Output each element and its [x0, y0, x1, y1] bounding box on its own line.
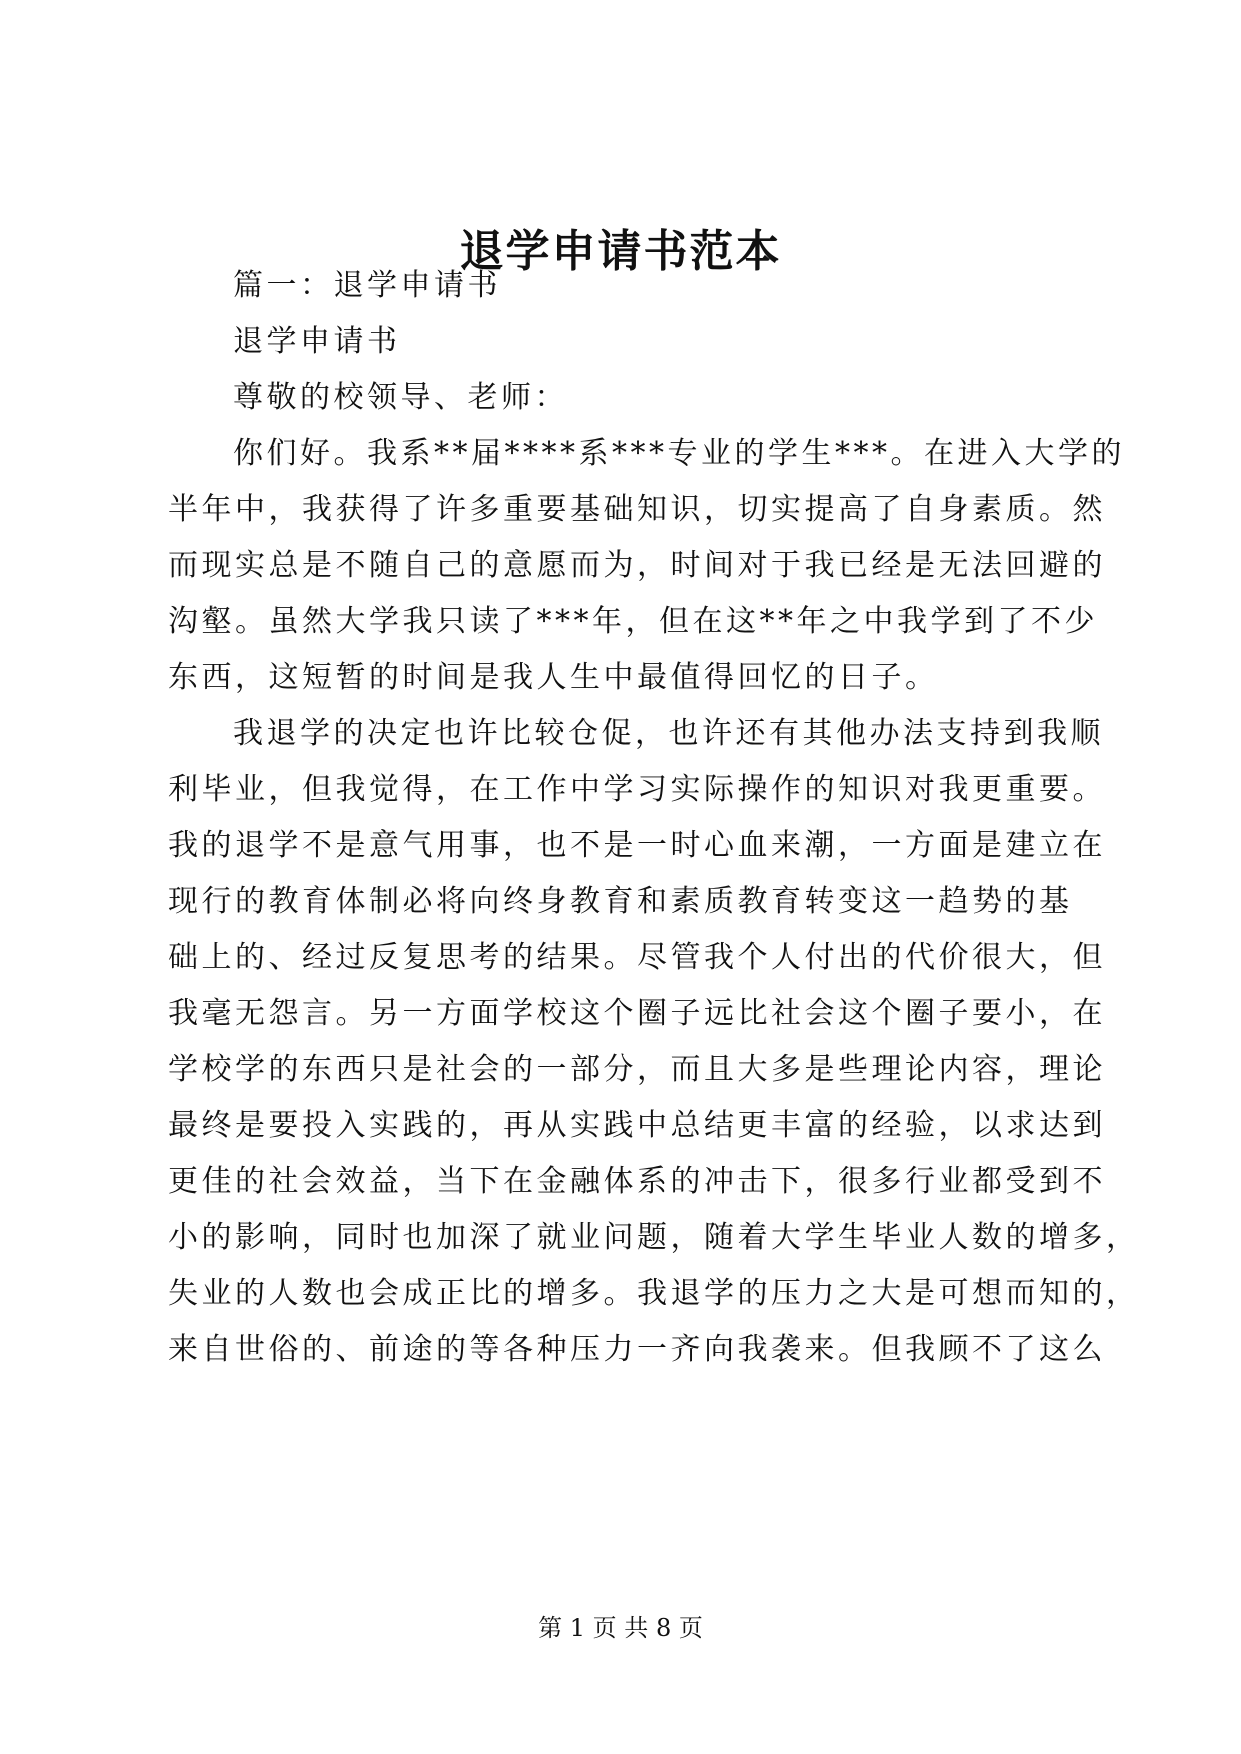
body-line: 东西，这短暂的时间是我人生中最值得回忆的日子。: [168, 660, 939, 695]
body-line: 沟壑。虽然大学我只读了***年，但在这**年之中我学到了不少: [168, 604, 1098, 639]
body-line: 你们好。我系**届****系***专业的学生***。在进入大学的: [233, 436, 1125, 471]
letter-heading: 退学申请书: [233, 324, 401, 359]
body-line: 半年中，我获得了许多重要基础知识，切实提高了自身素质。然: [168, 492, 1106, 527]
body-line: 最终是要投入实践的，再从实践中总结更丰富的经验，以求达到: [168, 1108, 1106, 1143]
body-line: 失业的人数也会成正比的增多。我退学的压力之大是可想而知的，: [168, 1276, 1140, 1311]
section-heading: 篇一：退学申请书: [233, 268, 501, 303]
document-title: 退学申请书范本: [459, 226, 782, 277]
body-line: 利毕业，但我觉得，在工作中学习实际操作的知识对我更重要。: [168, 772, 1106, 807]
salutation: 尊敬的校领导、老师：: [233, 380, 568, 415]
body-line: 础上的、经过反复思考的结果。尽管我个人付出的代价很大，但: [168, 940, 1106, 975]
body-line: 小的影响，同时也加深了就业问题，随着大学生毕业人数的增多，: [168, 1220, 1140, 1255]
body-line: 我毫无怨言。另一方面学校这个圈子远比社会这个圈子要小，在: [168, 996, 1106, 1031]
body-line: 来自世俗的、前途的等各种压力一齐向我袭来。但我顾不了这么: [168, 1332, 1106, 1367]
body-line: 现行的教育体制必将向终身教育和素质教育转变这一趋势的基: [168, 884, 1073, 919]
page-number-footer: 第 1 页 共 8 页: [538, 1614, 703, 1642]
body-line: 而现实总是不随自己的意愿而为，时间对于我已经是无法回避的: [168, 548, 1106, 583]
body-line: 我的退学不是意气用事，也不是一时心血来潮，一方面是建立在: [168, 828, 1106, 863]
body-line: 学校学的东西只是社会的一部分，而且大多是些理论内容，理论: [168, 1052, 1106, 1087]
body-line: 我退学的决定也许比较仓促，也许还有其他办法支持到我顺: [233, 716, 1104, 751]
body-line: 更佳的社会效益，当下在金融体系的冲击下，很多行业都受到不: [168, 1164, 1106, 1199]
